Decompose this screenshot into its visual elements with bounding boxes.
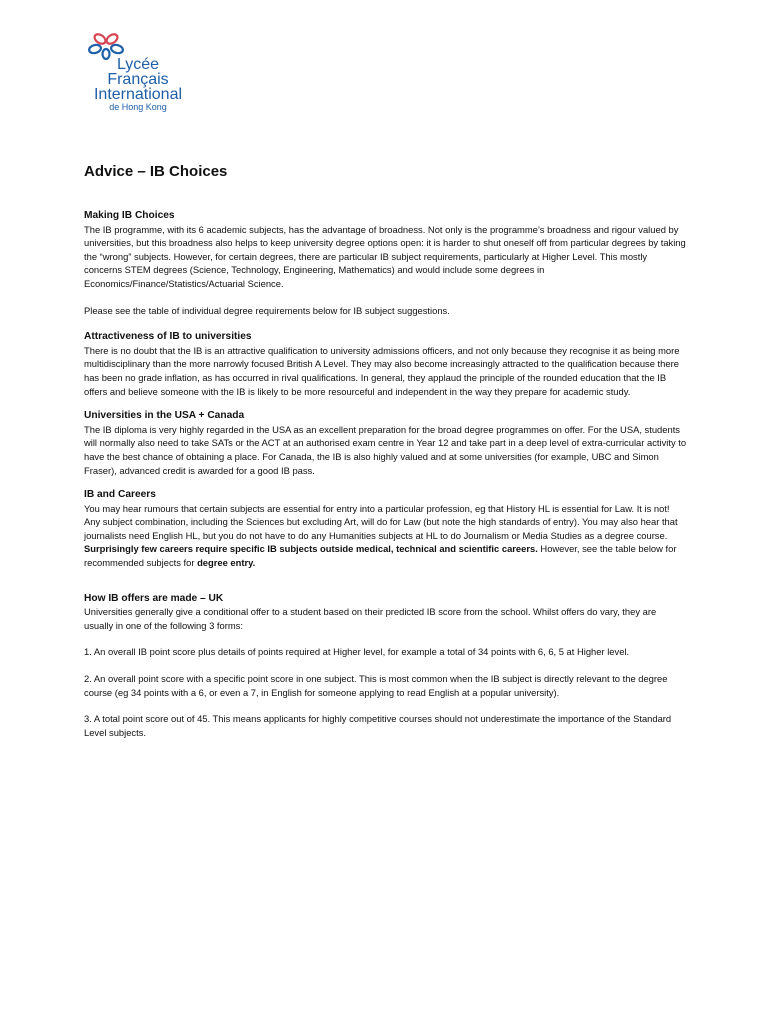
section-heading-making-ib-choices: Making IB Choices bbox=[84, 210, 175, 221]
logo-line-francais: Français bbox=[107, 71, 169, 88]
list-item-offer-form-3: 3. A total point score out of 45. This means applicants for highly competitive courses should not underestimate the importance of the Standard Level subjects. bbox=[84, 713, 672, 738]
page-title: Advice – IB Choices bbox=[84, 163, 228, 180]
logo-line-lycee: Lycée bbox=[116, 56, 160, 73]
section-heading-ib-offers-uk: How IB offers are made – UK bbox=[84, 592, 224, 604]
section-heading-ib-careers: IB and Careers bbox=[84, 489, 156, 501]
paragraph-ib-careers bbox=[84, 502, 687, 570]
careers-text-part2: However, see the table below for recommended subjects for bbox=[84, 543, 677, 569]
document-body bbox=[84, 209, 687, 739]
school-logo bbox=[78, 30, 198, 130]
section-heading-attractiveness: Attractiveness of IB to universities bbox=[84, 331, 252, 343]
careers-text-part1: You may hear rumours that certain subjects are essential for entry into a particular profession, eg that History HL is essential for Law. It is not! Any subject combination, including the Sciences but excluding Art, will do for Law (but note the high standards of entry). You may also hear that journalists need English HL, but you do not have to do any Humanities subjects at HL to do Journalism or Media Studies as a degree course. bbox=[84, 502, 678, 541]
careers-bold-degree-entry: degree entry. bbox=[197, 557, 256, 569]
careers-bold-statement: Surprisingly few careers require specific IB subjects outside medical, technical and scientific careers. bbox=[84, 543, 538, 555]
logo-line-international: International bbox=[93, 86, 183, 103]
list-item-offer-form-2: 2. An overall point score with a specific point score in one subject. This is most common when the IB subject is directly relevant to the degree course (eg 34 points with a 6, or even a 7, in English for someone applying to read English at a popular university). bbox=[84, 673, 668, 698]
paragraph-making-ib-choices: The IB programme, with its 6 academic subjects, has the advantage of broadness. Not only is the programme’s broadness and rigour valued by universities, but this broadness also helps to keep university degree options open: it is harder to shut oneself off from particular degrees by taking the “wrong” subjects. However, for certain degrees, there are particular IB subject requirements, particularly at Higher Level. This mostly concerns STEM degrees (Science, Technology, Engineering, Mathematics) and would include some degrees in Economics/Finance/Statistics/Actuarial Science. bbox=[84, 223, 686, 289]
paragraph-ib-offers: Universities generally give a conditional offer to a student based on their predicted IB score from the school. Whilst offers do vary, they are usually in one of the following 3 forms: bbox=[84, 606, 657, 631]
paragraph-attractiveness: There is no doubt that the IB is an attractive qualification to university admissions officers, and not only because they recognise it as being more multidisciplinary than the more narrowly focused British A Level. They may also become increasingly attracted to the qualification because there has been no grade inflation, as has occurred in rival qualifications. In general, they applaud the principle of the rounded education that the IB offers and believe someone with the IB is likely to be more resourceful and independent in the way they prepare for academic study. bbox=[84, 344, 680, 397]
paragraph-table-reference: Please see the table of individual degree requirements below for IB subject suggestions. bbox=[84, 304, 450, 316]
logo-wordmark bbox=[78, 58, 198, 113]
paragraph-usa-canada: The IB diploma is very highly regarded in the USA as an excellent preparation for the broad degree programmes on offer. For the USA, students will normally also need to take SATs or the ACT at an authorised exam centre in Year 12 and take part in a deep level of extra-curricular activity to have the best chance of obtaining a place. For Canada, the IB is also highly valued and at some universities (for example, UBC and Simon Fraser), advanced credit is awarded for a good IB pass. bbox=[84, 423, 687, 476]
section-heading-usa-canada: Universities in the USA + Canada bbox=[84, 410, 245, 422]
logo-line-hong-kong: de Hong Kong bbox=[109, 102, 167, 112]
list-item-offer-form-1: 1. An overall IB point score plus details of points required at Higher level, for example a total of 34 points with 6, 6, 5 at Higher level. bbox=[84, 646, 630, 658]
